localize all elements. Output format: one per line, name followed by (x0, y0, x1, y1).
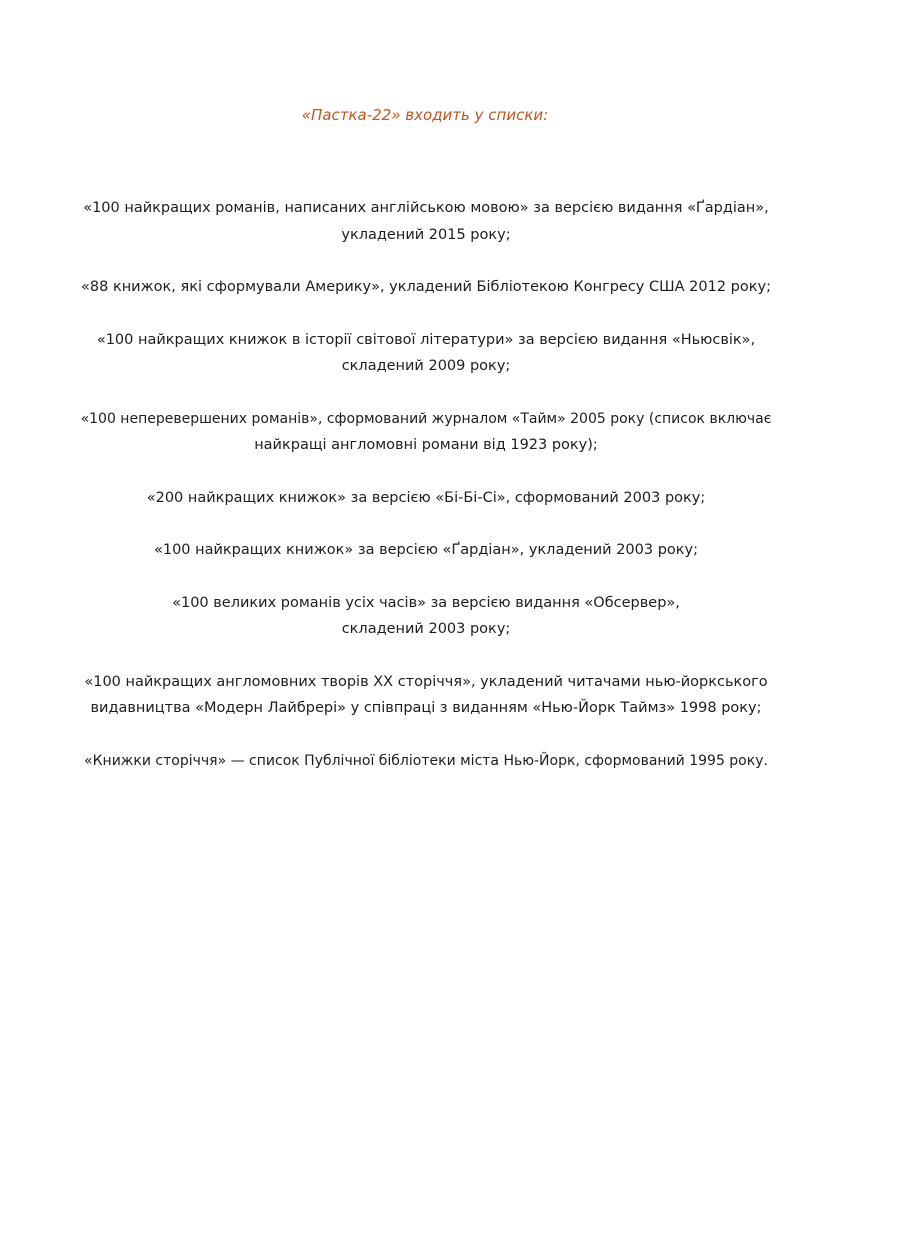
list-item-text: «100 великих романів усіх часів» за версією видання «Обсервер», (172, 594, 680, 611)
list-item (80, 669, 772, 722)
list-item-text: найкращі англомовні романи від 1923 року); (254, 437, 598, 453)
list-item-text: «100 найкращих романів, написаних англійською мовою» за версією видання «Ґардіан», (83, 200, 769, 216)
list-item-text: «88 книжок, які сформували Америку», укладений Бібліотекою Конгресу США 2012 року; (81, 279, 771, 295)
list-item (80, 748, 772, 775)
list-item-text: видавництва «Модерн Лайбрері» у співпраці з виданням «Нью-Йорк Таймз» 1998 року; (90, 700, 762, 716)
list-item (80, 195, 772, 248)
list-item-text: складений 2009 року; (341, 358, 511, 374)
list-item (80, 590, 772, 643)
list-item (80, 327, 772, 380)
list-item-text: «100 неперевершених романів», сформований журналом «Тайм» 2005 року (список включає (80, 410, 772, 427)
list-item-text: «Книжки сторіччя» — список Публічної бібліотеки міста Нью-Йорк, сформований 1995 року. (84, 752, 768, 769)
list-item (80, 274, 772, 301)
list-item-text: «200 найкращих книжок» за версією «Бі-Бі-Сі», сформований 2003 року; (146, 489, 706, 506)
list-item-text: укладений 2015 року; (341, 226, 511, 243)
section-heading: «Пастка-22» входить у списки: (301, 106, 549, 124)
list-item-text: «100 найкращих книжок» за версією «Ґардіан», укладений 2003 року; (153, 542, 699, 558)
list-item-text: «100 найкращих книжок в історії світової літератури» за версією видання «Ньюсвік», (96, 331, 756, 348)
list-item (80, 406, 772, 459)
list-item (80, 485, 772, 512)
list-item (80, 537, 772, 564)
list-item-text: «100 найкращих англомовних творів ХХ сторіччя», укладений читачами нью-йоркського (84, 673, 768, 690)
list-item-text: складений 2003 року; (341, 621, 511, 637)
book-lists (80, 195, 772, 800)
